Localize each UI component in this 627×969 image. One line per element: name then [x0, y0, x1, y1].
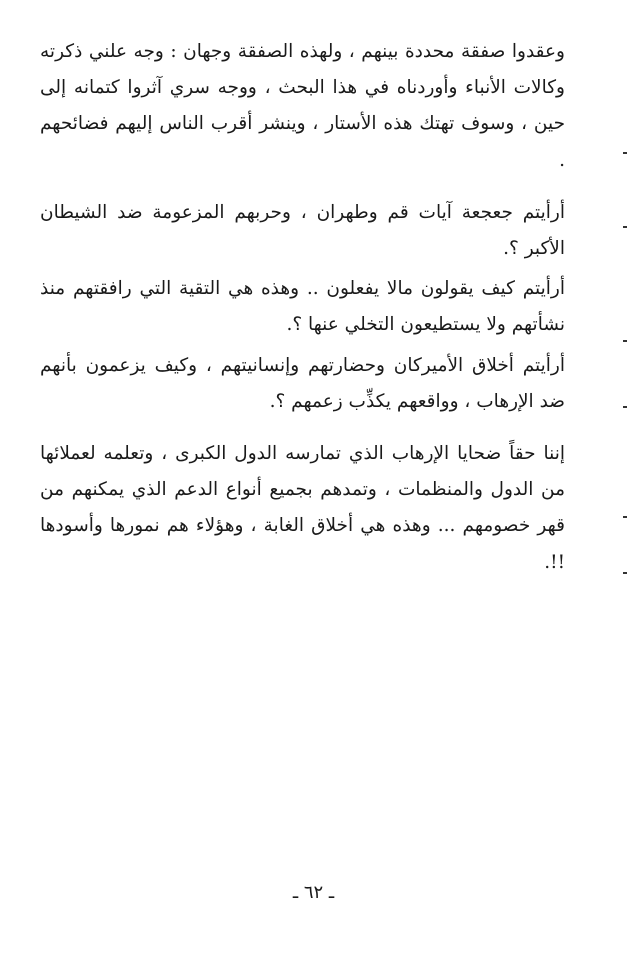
scan-edge-mark — [623, 406, 627, 408]
body-text — [40, 34, 565, 581]
page-number: ـ ٦٢ ـ — [292, 882, 335, 903]
scan-edge-mark — [623, 226, 627, 228]
paragraph-1: وعقدوا صفقة محددة بينهم ، ولهذه الصفقة وجهان : وجه علني ذكرته وكالات الأنباء وأوردناه في هذا البحث ، ووجه سري آثروا كتمانه إلى حين ، وسوف تهتك هذه الأستار ، وينشر أقرب الناس إليهم فضائحهم . — [40, 41, 565, 171]
scan-edge-mark — [623, 340, 627, 342]
paragraph-3: أرأيتم كيف يقولون مالا يفعلون .. وهذه هي التقية التي رافقتهم منذ نشأتهم ولا يستطيعون التخلي عنها ؟. — [40, 278, 565, 336]
paragraph-gap — [40, 179, 565, 195]
paragraph-2: أرأيتم جعجعة آيات قم وطهران ، وحربهم المزعومة ضد الشيطان الأكبر ؟. — [40, 201, 565, 260]
paragraph-4: أرأيتم أخلاق الأميركان وحضارتهم وإنسانيتهم ، وكيف يزعمون بأنهم ضد الإرهاب ، وواقعهم يكذِّب زعمهم ؟. — [40, 354, 565, 412]
paragraph-gap — [40, 420, 565, 436]
scan-edge-mark — [623, 152, 627, 154]
paragraph-5: إننا حقاً ضحايا الإرهاب الذي تمارسه الدول الكبرى ، وتعلمه لعملائها من الدول والمنظمات ، وتمدهم بجميع أنواع الدعم الذي يمكنهم من قهر خصومهم ... وهذه هي أخلاق الغابة ، وهؤلاء هم نمورها وأسودها !!. — [40, 443, 565, 573]
scan-edge-mark — [623, 516, 627, 518]
scan-edge-mark — [623, 572, 627, 574]
